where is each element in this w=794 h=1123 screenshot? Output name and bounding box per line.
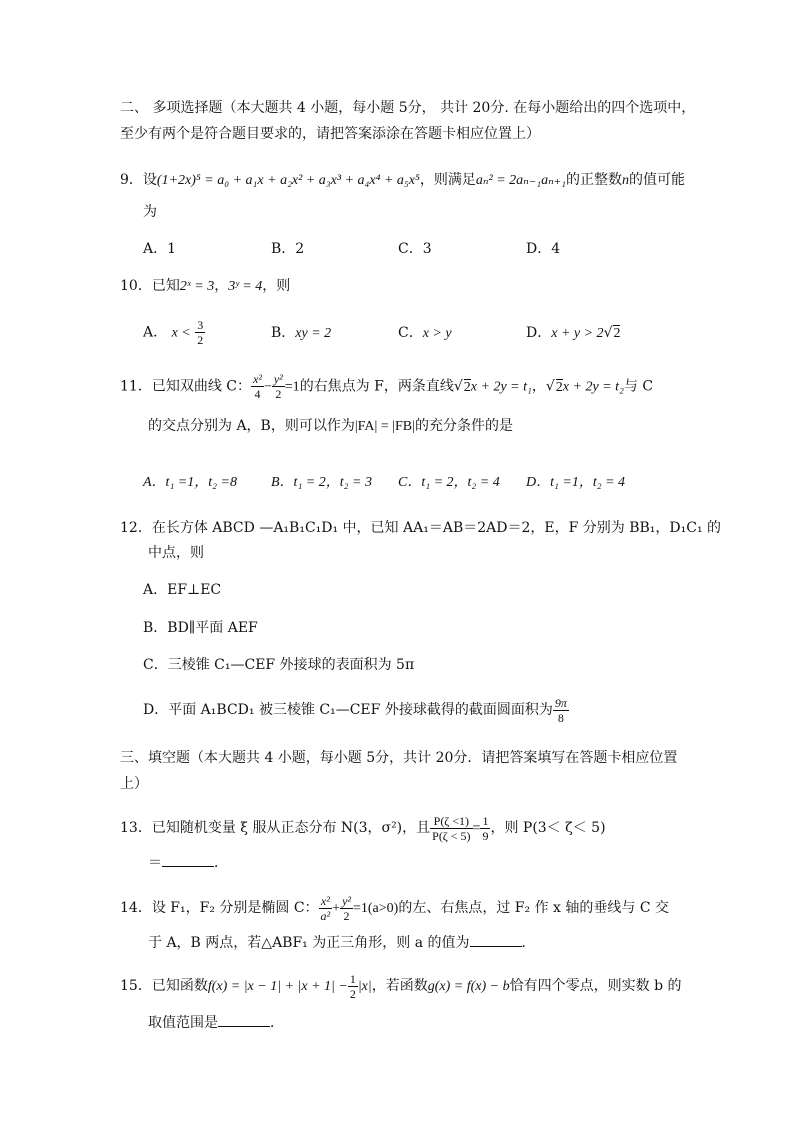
q14-frac1-den: a² <box>320 908 331 923</box>
q11-frac1 <box>251 372 264 401</box>
q15-number: 15． <box>120 978 152 994</box>
q14-plus: + <box>332 901 341 916</box>
q13-ratio-num: 1 <box>482 813 489 828</box>
q14-end: ． <box>521 935 536 951</box>
q15-line2 <box>148 1012 284 1033</box>
q9-tail: 的值可能 <box>629 172 686 188</box>
q11-line-a: x + 2y = t₁ <box>470 379 532 395</box>
q10-option-c <box>398 322 452 345</box>
q15-half-num: 1 <box>349 971 356 986</box>
q10-option-b <box>271 322 331 345</box>
section2-header-line1: 二、 多项选择题（本大题共 4 小题，每小题 5分， 共计 20分. 在每小题给出的四个选项中， <box>120 100 696 116</box>
q10-option-d-expr: x + y > 2 <box>551 326 604 341</box>
q11-frac1-den: 4 <box>254 387 261 401</box>
q12-option-d-fraction <box>553 696 569 725</box>
section2-header-line2: 至少有两个是符合题目要求的，请把答案添涂在答题卡相应位置上） <box>120 126 540 142</box>
q12-option-a: A．EF⊥EC <box>143 582 222 598</box>
q13-stem <box>120 812 606 845</box>
q11-line-a-rad: 2 <box>463 379 471 395</box>
q13-end: ． <box>214 855 228 871</box>
q11-sqrt-icon-a: √ <box>453 378 463 395</box>
q11-number: 11． <box>120 378 152 395</box>
q14-line2-text: 于 A，B 两点，若△ABF₁ 为正三角形，则 a 的值为 <box>148 935 470 951</box>
q11-line2-tail: 的充分条件的是 <box>414 418 513 434</box>
q11-option-c: C．t₁ = 2，t₂ = 4 <box>398 475 500 490</box>
q10-post: ，则 <box>262 278 291 294</box>
q15-half-den: 2 <box>349 986 356 1001</box>
q12-option-d <box>143 695 569 725</box>
q12-option-b: B．BD∥平面 AEF <box>143 620 258 636</box>
q15-mid: ，若函数 <box>371 978 428 994</box>
q14-post: 的左、右焦点，过 F₂ 作 x 轴的垂线与 C 交 <box>398 900 669 916</box>
q12-option-c: C．三棱锥 C₁—CEF 外接球的表面积为 5π <box>143 657 415 673</box>
q12-number: 12． <box>120 520 152 536</box>
q10-option-d-sqrt-icon: √ <box>603 325 613 341</box>
q10-eq2: 3ʸ = 4 <box>228 279 263 294</box>
q10-stem <box>120 276 290 297</box>
q9-option-b: B．2 <box>271 241 305 257</box>
q14-answer-blank[interactable] <box>470 932 522 947</box>
section3-header-line2: 上） <box>120 776 148 792</box>
q14-eq: =1(a>0) <box>353 901 399 916</box>
q10-option-c-expr: x > y <box>422 326 452 341</box>
q15-gx: g(x) = f(x) − b <box>427 979 510 994</box>
q9-option-a: A．1 <box>143 241 177 257</box>
q9-option-d: D．4 <box>526 241 561 257</box>
q14-number: 14． <box>120 900 152 916</box>
q11-tail: 与 C <box>623 378 654 395</box>
q11-line2-pre: 的交点分别为 A，B，则可以作为 <box>148 418 355 434</box>
q11-line-b-rad: 2 <box>555 379 563 395</box>
q9-post: 的正整数 <box>566 172 623 188</box>
q9-mid: ，则满足 <box>419 172 476 188</box>
q11-frac2-num: y² <box>273 372 283 386</box>
q13-ratio-den: 9 <box>482 828 489 843</box>
q10-option-c-label: C． <box>398 325 423 341</box>
q12-option-d-den: 8 <box>557 710 564 725</box>
q10-option-b-label: B． <box>271 325 296 341</box>
q9-number: 9． <box>120 172 143 188</box>
q11-option-b: B．t₁ = 2，t₂ = 3 <box>271 475 372 490</box>
q10-option-a-num: 3 <box>197 318 204 332</box>
q11-option-d: D．t₁ =1，t₂ = 4 <box>526 475 626 490</box>
q15-stem <box>120 970 682 1003</box>
q11-comma: ， <box>531 378 546 395</box>
q10-option-a-fraction <box>195 318 205 347</box>
q13-line2 <box>148 852 228 873</box>
q11-option-a: A．t₁ =1，t₂ =8 <box>143 475 237 490</box>
q15-end: ． <box>270 1015 284 1031</box>
q13-line2-eq: ＝ <box>148 855 162 871</box>
q10-option-d-radicand: 2 <box>613 326 621 341</box>
q15-half <box>348 972 358 1001</box>
q14-frac2-num: y² <box>342 893 351 908</box>
q10-option-b-expr: xy = 2 <box>295 326 332 341</box>
q11-stem <box>120 372 653 402</box>
q11-frac2 <box>272 372 285 401</box>
q10-option-d <box>526 322 620 345</box>
q11-pre: 已知双曲线 C： <box>151 378 251 395</box>
q9-stem <box>120 170 685 191</box>
q9-pre: 设 <box>142 172 157 188</box>
q11-frac2-den: 2 <box>275 387 282 401</box>
q12-option-d-text: D．平面 A₁BCD₁ 被三棱锥 C₁—CEF 外接球截得的截面圆面积为 <box>143 702 553 718</box>
q12-line2: 中点，则 <box>148 545 204 561</box>
q11-line2 <box>148 416 513 437</box>
q9-var: n <box>622 173 630 188</box>
q13-fraction-den: P(ζ < 5) <box>432 828 471 843</box>
q14-frac2 <box>340 894 353 923</box>
section3-header-line1: 三、填空题（本大题共 4 小题，每小题 5分，共计 20分．请把答案填写在答题卡相应位置 <box>120 750 678 766</box>
q15-fx-tail: |x| <box>357 979 372 994</box>
q11-eq: =1 <box>284 379 300 395</box>
q14-frac2-den: 2 <box>343 908 350 923</box>
q9-expansion: (1+2x)⁵ = a₀ + a₁x + a₂x² + a₃x³ + a₄x⁴ + a₅x⁵ <box>156 173 420 188</box>
q14-line2 <box>148 932 536 953</box>
q13-post: ，则 P(3＜ ζ＜ 5) <box>490 820 606 836</box>
q9-line2: 为 <box>143 204 157 220</box>
q12-stem <box>120 518 721 538</box>
q10-pre: 已知 <box>151 278 180 294</box>
q11-frac1-num: x² <box>253 372 262 386</box>
q12-option-d-num: 9π <box>554 695 567 710</box>
q10-option-d-label: D． <box>526 325 552 341</box>
q11-condition: |FA| = |FB| <box>354 419 415 434</box>
q9-condition: aₙ² = 2aₙ₋₁aₙ₊₁ <box>475 173 567 188</box>
q14-frac1 <box>319 894 333 923</box>
q13-answer-blank[interactable] <box>162 852 214 867</box>
q10-option-a-expr: x < <box>171 325 191 341</box>
q11-minus: − <box>263 379 272 395</box>
q13-eq: = <box>472 821 481 836</box>
q13-fraction <box>430 814 472 843</box>
q15-post: 恰有四个零点，则实数 b 的 <box>509 978 682 994</box>
q14-pre: 设 F₁，F₂ 分别是椭圆 C： <box>151 900 319 916</box>
q13-pre: 已知随机变量 ξ 服从正态分布 N(3，σ²)，且 <box>151 820 431 836</box>
q11-line-b: x + 2y = t₂ <box>562 379 624 395</box>
q14-frac1-num: x² <box>319 894 333 909</box>
q10-option-a-den: 2 <box>197 333 204 347</box>
q11-mid: 的右焦点为 F，两条直线 <box>299 378 454 395</box>
q11-sqrt-icon-b: √ <box>545 378 555 395</box>
q13-ratio <box>480 814 490 843</box>
q15-fx: f(x) = |x − 1| + |x + 1| − <box>207 979 348 994</box>
q10-number: 10． <box>120 278 152 294</box>
q10-option-a-label: A． <box>143 324 168 341</box>
q15-answer-blank[interactable] <box>218 1012 270 1027</box>
q12-line1: 在长方体 ABCD —A₁B₁C₁D₁ 中，已知 AA₁＝AB＝2AD＝2，E，F 分别为 BB₁，D₁C₁ 的 <box>151 520 722 536</box>
q10-eq1: 2ˣ = 3 <box>179 279 215 294</box>
q15-pre: 已知函数 <box>151 978 208 994</box>
q9-option-c: C．3 <box>398 241 432 257</box>
q14-stem <box>120 892 669 925</box>
q10-option-a <box>143 318 205 347</box>
q13-number: 13． <box>120 820 152 836</box>
q13-fraction-num: P(ζ <1) <box>430 814 472 829</box>
q15-line2-text: 取值范围是 <box>148 1015 218 1031</box>
q10-sep: ， <box>214 278 229 294</box>
